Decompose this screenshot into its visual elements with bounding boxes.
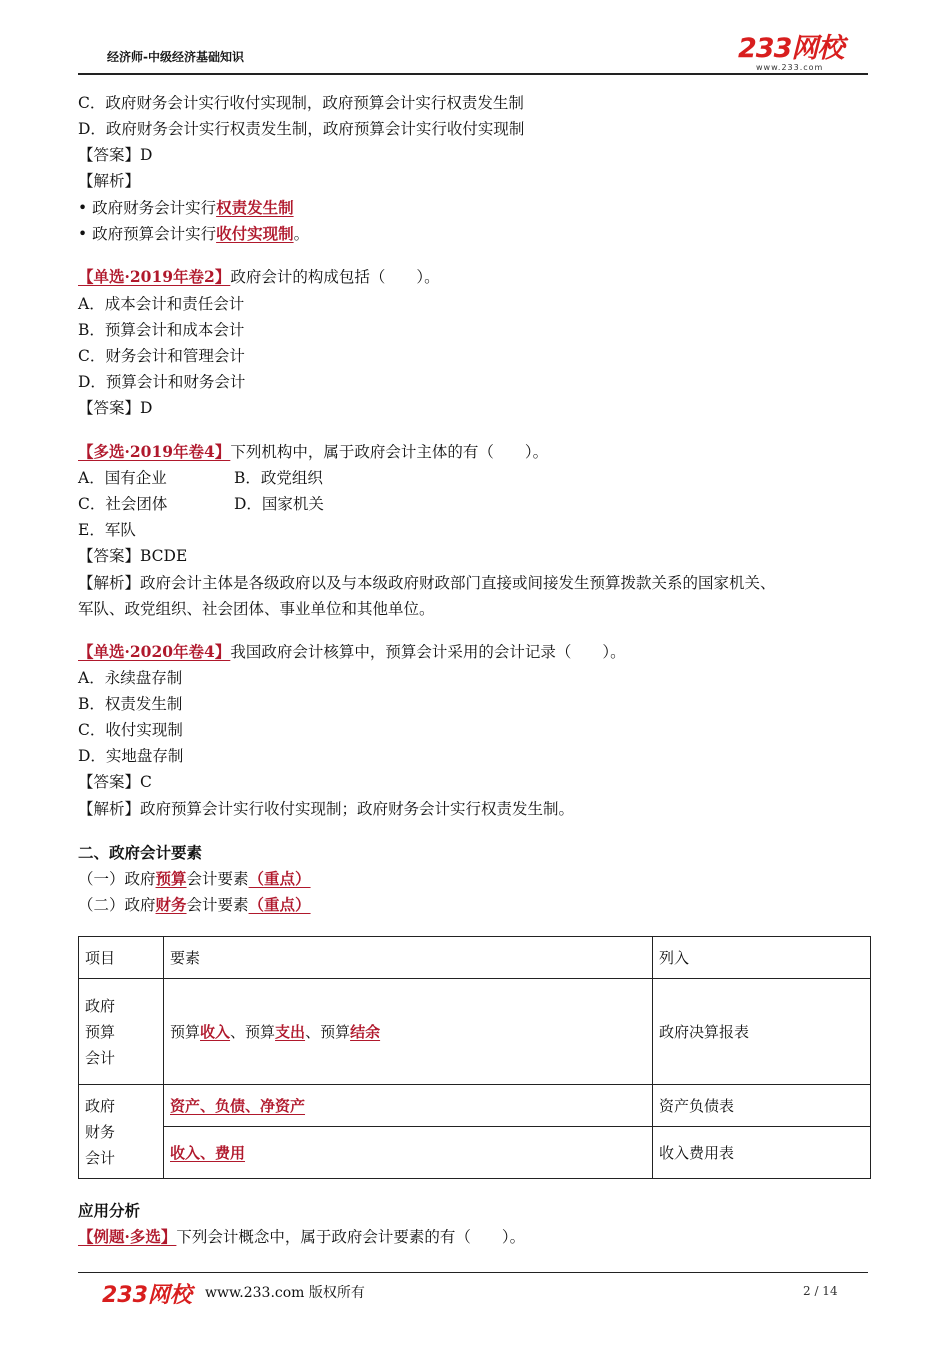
table-row (79, 1127, 871, 1179)
footer-logo: 233网校 (102, 1283, 192, 1308)
subsection-prefix: （二）政府 (78, 896, 156, 914)
key-term: 结余 (350, 1023, 381, 1041)
subsection-text: 会计要素 (186, 870, 249, 888)
question-stem (78, 442, 548, 462)
analysis-line: 【解析】政府会计主体是各级政府以及与本级政府财政部门直接或间接发生预算拨款关系的国家机关、 (78, 574, 776, 592)
bullet-suffix: 。 (293, 225, 310, 243)
table-row (79, 1085, 871, 1127)
option-c: C．社会团体 (78, 495, 168, 513)
item-line: 政府 (85, 1096, 116, 1115)
option-d: D．实地盘存制 (78, 747, 184, 765)
page-number: 2 / 14 (803, 1284, 838, 1298)
key-term: 预算 (155, 869, 187, 888)
question-text: 下列会计概念中，属于政府会计要素的有（ ）。 (176, 1228, 526, 1246)
key-term: 支出 (275, 1023, 306, 1041)
option-d: D．政府财务会计实行权责发生制，政府预算会计实行收付实现制 (78, 120, 525, 138)
footer-copyright: www.233.com 版权所有 (205, 1285, 365, 1301)
question-tag: 【例题·多选】 (78, 1227, 177, 1246)
answer: 【答案】C (78, 773, 152, 791)
item-line: 财务 (85, 1122, 116, 1141)
question-stem (78, 267, 440, 287)
logo-url: www.233.com (756, 63, 824, 72)
key-term: 收入、费用 (170, 1144, 246, 1162)
bullet-text: • 政府财务会计实行 (78, 199, 217, 217)
option-b: B．权责发生制 (78, 695, 183, 713)
logo-mark: 233网校 (738, 33, 844, 64)
key-term: 权责发生制 (216, 198, 294, 217)
question-tag: 【单选·2019年卷2】 (78, 267, 231, 286)
item-line: 会计 (85, 1148, 116, 1167)
item-line: 预算 (85, 1022, 116, 1041)
table-row (79, 979, 871, 1085)
option-a: A．永续盘存制 (78, 669, 183, 687)
key-term: 资产、负债、净资产 (170, 1097, 306, 1115)
answer: 【答案】D (78, 399, 153, 417)
option-c: C．政府财务会计实行收付实现制，政府预算会计实行权责发生制 (78, 94, 524, 112)
table-cell-item (79, 1085, 164, 1179)
key-term: 收付实现制 (216, 224, 294, 243)
answer: 【答案】D (78, 146, 153, 164)
elem-text: 、预算 (230, 1023, 276, 1041)
question-text: 我国政府会计核算中，预算会计采用的会计记录（ ）。 (230, 643, 626, 661)
emphasis-mark: （重点） (248, 895, 311, 914)
brand-logo (738, 35, 843, 72)
item-line: 会计 (85, 1048, 116, 1067)
question-tag: 【多选·2019年卷4】 (78, 442, 231, 461)
option-b: B．预算会计和成本会计 (78, 321, 245, 339)
answer: 【答案】BCDE (78, 547, 188, 565)
application-heading: 应用分析 (78, 1201, 141, 1220)
subsection-text: 会计要素 (186, 896, 249, 914)
option-a: A．成本会计和责任会计 (78, 295, 245, 313)
table-header-cell: 要素 (164, 937, 653, 979)
table-cell-elements (164, 1127, 653, 1179)
analysis-label: 【解析】 (78, 172, 141, 190)
table-header-cell: 列入 (653, 937, 871, 979)
header-title: 经济师-中级经济基础知识 (107, 50, 244, 64)
item-line: 政府 (85, 996, 116, 1015)
bullet-line (78, 224, 309, 244)
footer-rule (78, 1272, 868, 1273)
option-a: A．国有企业 (78, 469, 167, 487)
question-text: 下列机构中，属于政府会计主体的有（ ）。 (230, 443, 549, 461)
question-stem (78, 1227, 525, 1247)
option-c: C．收付实现制 (78, 721, 183, 739)
table-header-cell: 项目 (79, 937, 164, 979)
key-term: 收入 (200, 1023, 231, 1041)
option-d: D．预算会计和财务会计 (78, 373, 246, 391)
table-header-row (79, 937, 871, 979)
bullet-text: • 政府预算会计实行 (78, 225, 217, 243)
key-term: 财务 (155, 895, 187, 914)
emphasis-mark: （重点） (248, 869, 311, 888)
table-cell-report: 收入费用表 (653, 1127, 871, 1179)
header-rule (78, 73, 868, 75)
subsection-prefix: （一）政府 (78, 870, 156, 888)
elem-text: 预算 (170, 1023, 201, 1041)
table-cell-report: 政府决算报表 (653, 979, 871, 1085)
bullet-line (78, 198, 294, 218)
elements-table (78, 936, 871, 1179)
elem-text: 、预算 (305, 1023, 351, 1041)
table-cell-elements (164, 979, 653, 1085)
option-b: B．政党组织 (234, 469, 323, 487)
analysis-line: 【解析】政府预算会计实行收付实现制；政府财务会计实行权责发生制。 (78, 800, 575, 818)
question-tag: 【单选·2020年卷4】 (78, 642, 231, 661)
section-heading: 二、政府会计要素 (78, 843, 203, 862)
question-stem (78, 642, 626, 662)
question-text: 政府会计的构成包括（ ）。 (230, 268, 440, 286)
option-c: C．财务会计和管理会计 (78, 347, 245, 365)
analysis-line: 军队、政党组织、社会团体、事业单位和其他单位。 (78, 600, 435, 618)
subsection-line (78, 895, 311, 915)
option-d: D．国家机关 (234, 495, 324, 513)
table-cell-elements (164, 1085, 653, 1127)
subsection-line (78, 869, 311, 889)
option-e: E．军队 (78, 521, 136, 539)
table-cell-item (79, 979, 164, 1085)
table-cell-report: 资产负债表 (653, 1085, 871, 1127)
